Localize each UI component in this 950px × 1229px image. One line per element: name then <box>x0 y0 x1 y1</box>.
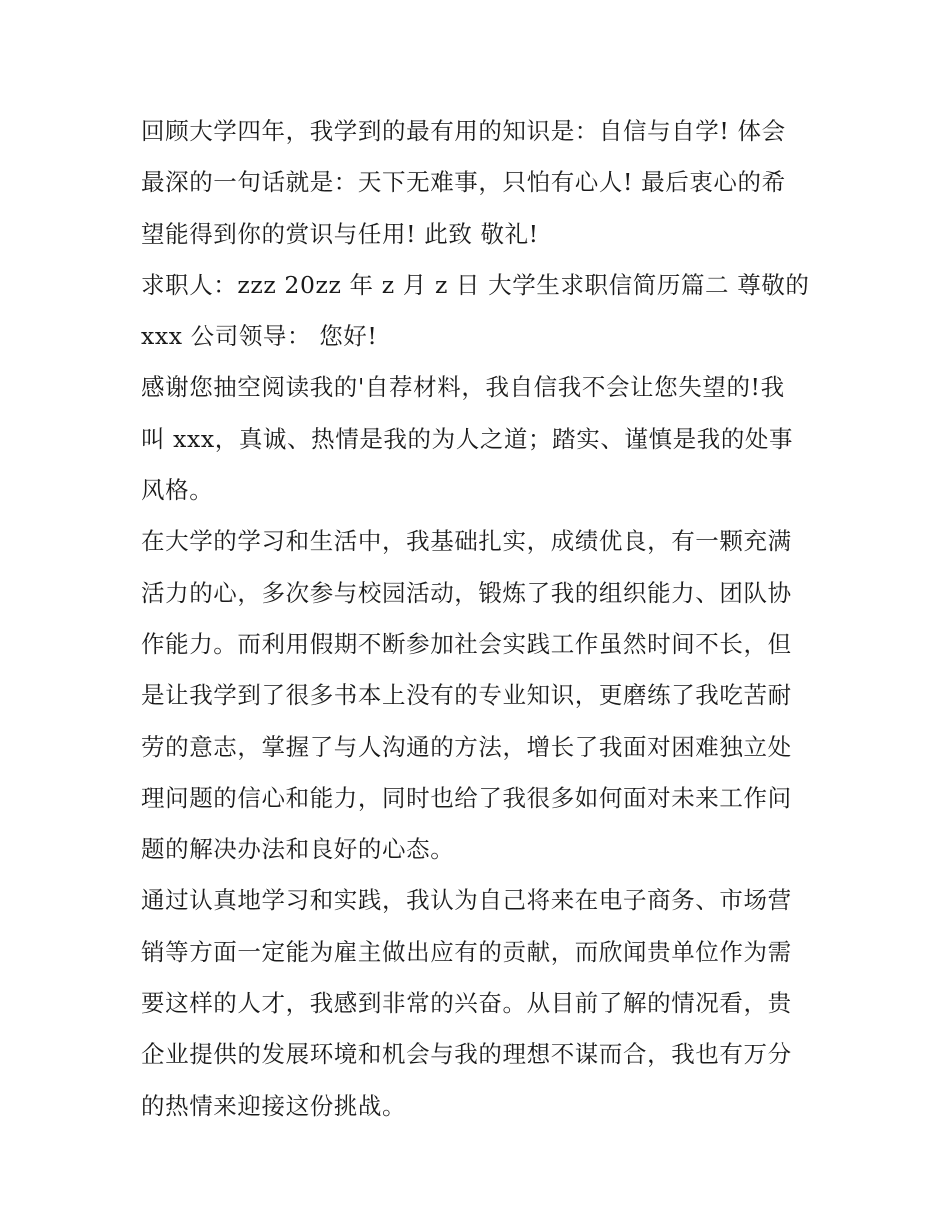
text-line: 活力的心，多次参与校园活动，锻炼了我的组织能力、团队协 <box>141 578 792 607</box>
text-line: 的热情来迎接这份挑战。 <box>141 1091 407 1120</box>
text-line: 理问题的信心和能力，同时也给了我很多如何面对未来工作问 <box>141 783 792 812</box>
text-line: 感谢您抽空阅读我的'自荐材料，我自信我不会让您失望的!我 <box>141 373 785 402</box>
text-line: 作能力。而利用假期不断参加社会实践工作虽然时间不长，但 <box>141 629 792 658</box>
text-line: 风格。 <box>141 476 214 505</box>
text-line: 销等方面一定能为雇主做出应有的贡献，而欣闻贵单位作为需 <box>141 937 792 966</box>
text-line: 劳的意志，掌握了与人沟通的方法，增长了我面对困难独立处 <box>141 732 792 761</box>
text-line: 题的解决办法和良好的心态。 <box>141 835 455 864</box>
text-line: 要这样的人才，我感到非常的兴奋。从目前了解的情况看，贵 <box>141 989 792 1018</box>
text-line: 通过认真地学习和实践，我认为自己将来在电子商务、市场营 <box>141 886 792 915</box>
text-line: xxx 公司领导： 您好! <box>141 322 378 351</box>
text-line: 是让我学到了很多书本上没有的专业知识，更磨练了我吃苦耐 <box>141 681 792 710</box>
text-line: 回顾大学四年，我学到的最有用的知识是：自信与自学! 体会 <box>141 117 786 145</box>
text-line: 望能得到你的赏识与任用! 此致 敬礼! <box>141 219 539 248</box>
text-line: 求职人：zzz 20zz 年 z 月 z 日 大学生求职信简历篇二 尊敬的 <box>141 270 810 299</box>
text-line: 企业提供的发展环境和机会与我的理想不谋而合，我也有万分 <box>141 1040 792 1069</box>
text-line: 叫 xxx，真诚、热情是我的为人之道；踏实、谨慎是我的处事 <box>141 424 794 453</box>
letter-body <box>141 106 821 1132</box>
text-line: 在大学的学习和生活中，我基础扎实，成绩优良，有一颗充满 <box>141 527 792 556</box>
text-line: 最深的一句话就是：天下无难事，只怕有心人! 最后衷心的希 <box>141 168 786 197</box>
